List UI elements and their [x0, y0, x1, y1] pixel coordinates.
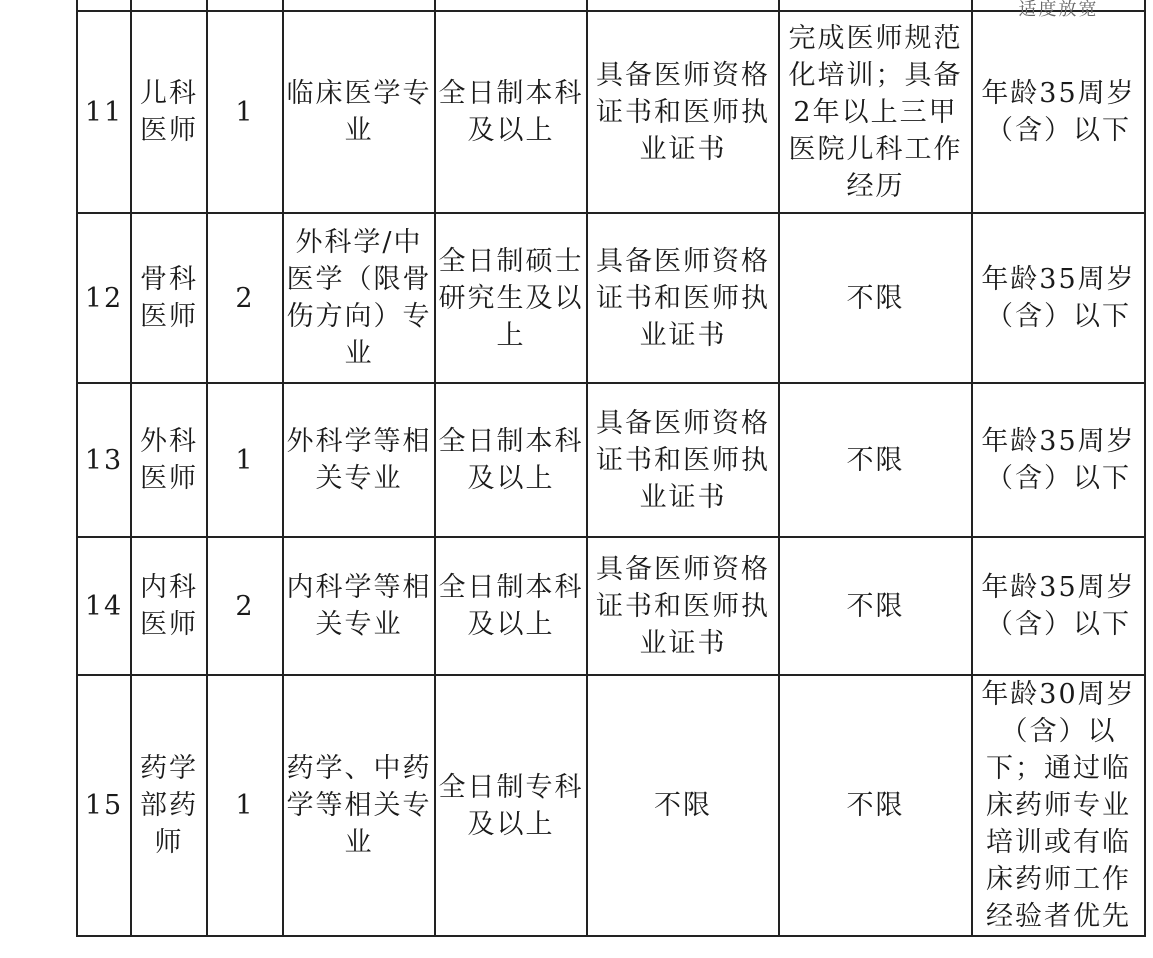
cell-major: 外科学/中医学（限骨伤方向）专业 [283, 213, 435, 383]
cell-count: 1 [207, 383, 283, 537]
table-row-continued-top [77, 0, 1145, 11]
table-cell-partial [972, 0, 1145, 20]
table-cell [435, 0, 587, 11]
partial-cell-text: 适度放宽 [1018, 0, 1099, 20]
cell-count: 2 [207, 213, 283, 383]
cell-major: 临床医学专业 [283, 11, 435, 213]
cell-position: 儿科医师 [131, 11, 207, 213]
cell-position: 药学部药师 [131, 675, 207, 936]
cell-qualification: 具备医师资格证书和医师执业证书 [587, 11, 779, 213]
cell-count: 1 [207, 11, 283, 213]
table-row [77, 675, 1145, 936]
table-cell [587, 0, 779, 11]
cell-qualification: 具备医师资格证书和医师执业证书 [587, 383, 779, 537]
cell-qualification: 不限 [587, 675, 779, 936]
cell-experience: 不限 [779, 675, 972, 936]
cell-education: 全日制专科及以上 [435, 675, 587, 936]
cell-position: 外科医师 [131, 383, 207, 537]
cell-number: 15 [77, 675, 131, 936]
table-cell [283, 0, 435, 11]
cell-experience: 不限 [779, 537, 972, 675]
cell-count: 1 [207, 675, 283, 936]
table-cell [779, 0, 972, 11]
cell-other-requirements: 年龄35周岁（含）以下 [972, 383, 1145, 537]
table-cell [131, 0, 207, 11]
cell-experience: 不限 [779, 213, 972, 383]
cell-major: 药学、中药学等相关专业 [283, 675, 435, 936]
cell-experience: 完成医师规范化培训；具备2年以上三甲医院儿科工作经历 [779, 11, 972, 213]
cell-major: 外科学等相关专业 [283, 383, 435, 537]
cell-qualification: 具备医师资格证书和医师执业证书 [587, 213, 779, 383]
cell-count: 2 [207, 537, 283, 675]
table-row [77, 537, 1145, 675]
table-cell [77, 0, 131, 11]
table-row [77, 11, 1145, 213]
cell-education: 全日制本科及以上 [435, 383, 587, 537]
cell-education: 全日制本科及以上 [435, 537, 587, 675]
cell-other-requirements: 年龄35周岁（含）以下 [972, 11, 1145, 213]
cell-qualification: 具备医师资格证书和医师执业证书 [587, 537, 779, 675]
cell-position: 内科医师 [131, 537, 207, 675]
cell-other-requirements: 年龄35周岁（含）以下 [972, 537, 1145, 675]
cell-number: 14 [77, 537, 131, 675]
cell-experience: 不限 [779, 383, 972, 537]
cell-education: 全日制本科及以上 [435, 11, 587, 213]
table-cell [207, 0, 283, 11]
cell-position: 骨科医师 [131, 213, 207, 383]
cell-other-requirements: 年龄30周岁（含）以下；通过临床药师专业培训或有临床药师工作经验者优先 [972, 675, 1145, 936]
recruitment-table [76, 0, 1146, 937]
cell-education: 全日制硕士研究生及以上 [435, 213, 587, 383]
table-row [77, 213, 1145, 383]
cell-major: 内科学等相关专业 [283, 537, 435, 675]
cell-other-requirements: 年龄35周岁（含）以下 [972, 213, 1145, 383]
cell-number: 11 [77, 11, 131, 213]
table-row [77, 383, 1145, 537]
cell-number: 12 [77, 213, 131, 383]
cell-number: 13 [77, 383, 131, 537]
